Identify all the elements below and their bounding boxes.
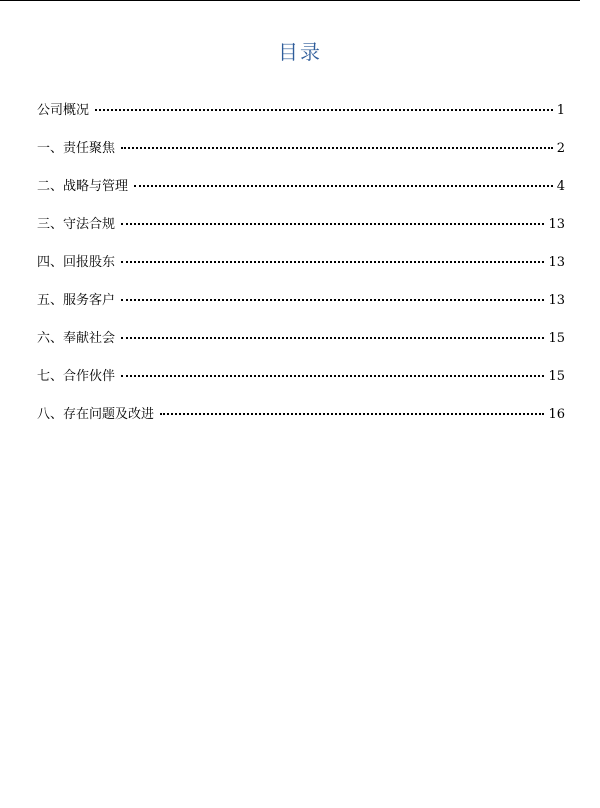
dot-leader xyxy=(160,413,544,415)
toc-entry-page: 1 xyxy=(556,103,565,118)
toc-entry-page: 15 xyxy=(548,369,565,384)
toc-entry-page: 13 xyxy=(548,255,565,270)
dot-leader xyxy=(95,109,553,111)
toc-entry-label: 二、战略与管理 xyxy=(37,179,129,194)
toc-entry-compliance[interactable] xyxy=(37,213,565,251)
toc-entry-social-contribution[interactable] xyxy=(37,327,565,365)
dot-leader xyxy=(121,261,544,263)
toc-entry-responsibility-focus[interactable] xyxy=(37,137,565,175)
top-border-line xyxy=(0,0,580,1)
toc-entry-label: 公司概况 xyxy=(37,103,90,118)
toc-entry-label: 一、责任聚焦 xyxy=(37,141,116,156)
toc-entry-label: 七、合作伙伴 xyxy=(37,369,116,384)
toc-entry-page: 13 xyxy=(548,293,565,308)
dot-leader xyxy=(134,185,553,187)
toc-entry-page: 4 xyxy=(556,179,565,194)
dot-leader xyxy=(121,337,544,339)
dot-leader xyxy=(121,147,553,149)
dot-leader xyxy=(121,299,544,301)
toc-entry-label: 八、存在问题及改进 xyxy=(37,407,155,422)
toc-entry-partners[interactable] xyxy=(37,365,565,403)
dot-leader xyxy=(121,223,544,225)
toc-entry-label: 六、奉献社会 xyxy=(37,331,116,346)
toc-title: 目录 xyxy=(278,40,322,64)
toc-entry-strategy-management[interactable] xyxy=(37,175,565,213)
toc-list xyxy=(37,99,565,441)
toc-entry-label: 三、守法合规 xyxy=(37,217,116,232)
toc-entry-page: 2 xyxy=(556,141,565,156)
dot-leader xyxy=(121,375,544,377)
toc-entry-issues-improvement[interactable] xyxy=(37,403,565,441)
toc-entry-page: 15 xyxy=(548,331,565,346)
toc-entry-page: 13 xyxy=(548,217,565,232)
toc-entry-label: 五、服务客户 xyxy=(37,293,116,308)
toc-entry-page: 16 xyxy=(548,407,565,422)
toc-entry-shareholder-returns[interactable] xyxy=(37,251,565,289)
toc-entry-company-overview[interactable] xyxy=(37,99,565,137)
toc-entry-customer-service[interactable] xyxy=(37,289,565,327)
toc-entry-label: 四、回报股东 xyxy=(37,255,116,270)
